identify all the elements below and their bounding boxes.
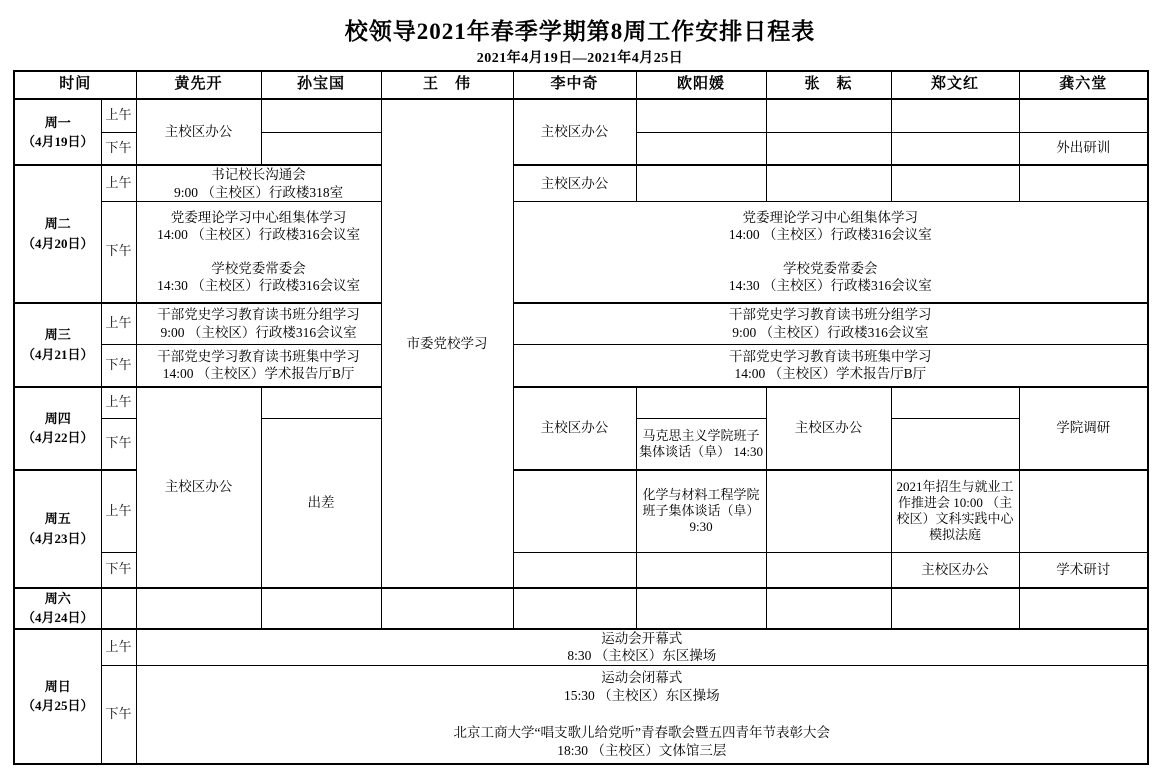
- row-sun-pm: [14, 666, 1148, 764]
- cell-mon-pm-zhang: [766, 132, 891, 165]
- cell-tue-am-zheng: [891, 165, 1019, 202]
- ampm-thu-pm: 下午: [101, 419, 136, 470]
- cell-sat-ouyang: [636, 588, 766, 629]
- cell-sat-gong: [1019, 588, 1148, 629]
- day-label-sat: 周六 （4月24日）: [14, 588, 101, 629]
- cell-fri-pm-ouyang: [636, 553, 766, 588]
- ampm-mon-pm: 下午: [101, 132, 136, 165]
- cell-tue-am-gong: [1019, 165, 1148, 202]
- cell-tue-am-ouyang: [636, 165, 766, 202]
- day-label-wed: 周三 （4月21日）: [14, 303, 101, 387]
- cell-thu-pm-zheng: [891, 419, 1019, 470]
- page-title: 校领导2021年春季学期第8周工作安排日程表: [344, 19, 816, 44]
- ampm-tue-am: 上午: [101, 165, 136, 202]
- row-mon-am: [14, 99, 1148, 132]
- header-person-wangwei: 王 伟: [381, 71, 513, 99]
- header-person-lizhongqi: 李中奇: [513, 71, 636, 99]
- cell-sat-wang: [381, 588, 513, 629]
- cell-mon-am-ouyang: [636, 99, 766, 132]
- cell-sat-zheng: [891, 588, 1019, 629]
- header-person-ouyangyuan: 欧阳媛: [636, 71, 766, 99]
- header-time: 时间: [14, 71, 136, 99]
- cell-thu-am-sun: [261, 387, 381, 419]
- header-person-huangxiankai: 黄先开: [136, 71, 261, 99]
- cell-wed-pm-group: 干部党史学习教育读书班集中学习 14:00 （主校区）学术报告厅B厅: [513, 345, 1148, 387]
- cell-wed-pm-huang-sun: 干部党史学习教育读书班集中学习 14:00 （主校区）学术报告厅B厅: [136, 345, 381, 387]
- ampm-mon-am: 上午: [101, 99, 136, 132]
- row-sat: [14, 588, 1148, 629]
- row-wed-am: [14, 303, 1148, 345]
- day-label-sun: 周日 （4月25日）: [14, 629, 101, 764]
- cell-sun-am-all: 运动会开幕式 8:30 （主校区）东区操场: [136, 629, 1148, 666]
- cell-wed-am-group: 干部党史学习教育读书班分组学习 9:00 （主校区）行政楼316会议室: [513, 303, 1148, 345]
- cell-fri-pm-gong: 学术研讨: [1019, 553, 1148, 588]
- cell-sat-li: [513, 588, 636, 629]
- cell-sat-huang: [136, 588, 261, 629]
- header-person-zhengwenhong: 郑文红: [891, 71, 1019, 99]
- cell-fri-am-ouyang: 化学与材料工程学院班子集体谈话（阜） 9:30: [636, 470, 766, 553]
- cell-mon-pm-zheng: [891, 132, 1019, 165]
- row-tue-pm: [14, 202, 1148, 303]
- day-label-thu: 周四 （4月22日）: [14, 387, 101, 470]
- cell-mon-am-sun: [261, 99, 381, 132]
- schedule-table: [13, 70, 1149, 765]
- cell-mon-li: 主校区办公: [513, 99, 636, 165]
- cell-mon-pm-sun: [261, 132, 381, 165]
- ampm-wed-pm: 下午: [101, 345, 136, 387]
- cell-mon-am-zheng: [891, 99, 1019, 132]
- cell-tue-am-li: 主校区办公: [513, 165, 636, 202]
- cell-thu-li: 主校区办公: [513, 387, 636, 470]
- row-tue-am: [14, 165, 1148, 202]
- row-sun-am: [14, 629, 1148, 666]
- cell-thu-gong: 学院调研: [1019, 387, 1148, 470]
- cell-thu-zhang: 主校区办公: [766, 387, 891, 470]
- cell-fri-pm-zheng: 主校区办公: [891, 553, 1019, 588]
- ampm-fri-pm: 下午: [101, 553, 136, 588]
- cell-tue-am-zhang: [766, 165, 891, 202]
- header-person-gongliutang: 龚六堂: [1019, 71, 1148, 99]
- header-person-sunbaoguo: 孙宝国: [261, 71, 381, 99]
- cell-fri-am-zhang: [766, 470, 891, 553]
- cell-fri-am-gong: [1019, 470, 1148, 553]
- cell-mon-pm-ouyang: [636, 132, 766, 165]
- ampm-wed-am: 上午: [101, 303, 136, 345]
- cell-sat-sun: [261, 588, 381, 629]
- page-subtitle: 2021年4月19日—2021年4月25日: [476, 51, 684, 66]
- cell-thu-am-zheng: [891, 387, 1019, 419]
- cell-fri-am-li: [513, 470, 636, 553]
- cell-mon-huang: 主校区办公: [136, 99, 261, 165]
- cell-tue-am-huang-sun: 书记校长沟通会 9:00 （主校区）行政楼318室: [136, 165, 381, 202]
- cell-wed-am-huang-sun: 干部党史学习教育读书班分组学习 9:00 （主校区）行政楼316会议室: [136, 303, 381, 345]
- header-person-zhangyun: 张 耘: [766, 71, 891, 99]
- ampm-fri-am: 上午: [101, 470, 136, 553]
- ampm-sun-pm: 下午: [101, 666, 136, 764]
- ampm-thu-am: 上午: [101, 387, 136, 419]
- cell-fri-am-zheng: 2021年招生与就业工作推进会 10:00 （主校区）文科实践中心模拟法庭: [891, 470, 1019, 553]
- cell-sat-zhang: [766, 588, 891, 629]
- day-label-mon: 周一 （4月19日）: [14, 99, 101, 165]
- row-wed-pm: [14, 345, 1148, 387]
- day-label-fri: 周五 （4月23日）: [14, 470, 101, 588]
- day-label-tue: 周二 （4月20日）: [14, 165, 101, 303]
- cell-tue-pm-huang-sun: 党委理论学习中心组集体学习 14:00 （主校区）行政楼316会议室 学校党委常委会 14:30 （主校区）行政楼316会议室: [136, 202, 381, 303]
- header-row: [14, 71, 1148, 99]
- cell-week-wang: 市委党校学习: [381, 99, 513, 588]
- cell-sun-pm-all: 运动会闭幕式 15:30 （主校区）东区操场 北京工商大学“唱支歌儿给党听”青春歌会暨五四青年节表彰大会 18:30 （主校区）文体馆三层: [136, 666, 1148, 764]
- cell-thu-am-ouyang: [636, 387, 766, 419]
- cell-thu-pm-ouyang: 马克思主义学院班子集体谈话（阜） 14:30: [636, 419, 766, 470]
- cell-mon-pm-gong: 外出研训: [1019, 132, 1148, 165]
- ampm-sat: [101, 588, 136, 629]
- cell-fri-pm-li: [513, 553, 636, 588]
- ampm-tue-pm: 下午: [101, 202, 136, 303]
- row-thu-am: [14, 387, 1148, 419]
- cell-fri-pm-zhang: [766, 553, 891, 588]
- cell-mon-am-gong: [1019, 99, 1148, 132]
- ampm-sun-am: 上午: [101, 629, 136, 666]
- cell-mon-am-zhang: [766, 99, 891, 132]
- cell-thu-fri-sun: 出差: [261, 419, 381, 588]
- cell-thu-fri-huang: 主校区办公: [136, 387, 261, 588]
- cell-tue-pm-group: 党委理论学习中心组集体学习 14:00 （主校区）行政楼316会议室 学校党委常委会 14:30 （主校区）行政楼316会议室: [513, 202, 1148, 303]
